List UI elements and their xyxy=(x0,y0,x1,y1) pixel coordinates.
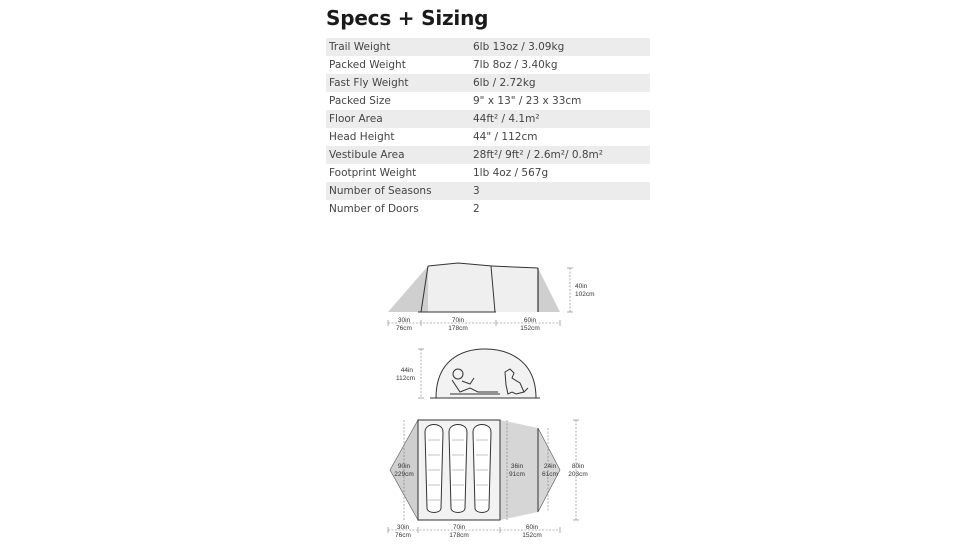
floor-left-cm: 229cm xyxy=(394,471,414,478)
spec-value: 3 xyxy=(470,182,650,200)
spec-label: Footprint Weight xyxy=(329,167,417,179)
floor-inner-in: 36in xyxy=(510,463,524,470)
floor-bottom-right-in: 60in xyxy=(525,524,539,531)
spec-label: Fast Fly Weight xyxy=(326,74,470,92)
spec-value: 44" / 112cm xyxy=(473,131,538,143)
floor-total-in: 80in xyxy=(571,463,585,470)
floor-total-cm: 203cm xyxy=(568,471,588,478)
spec-value: 6lb / 2.72kg xyxy=(470,74,650,92)
spec-label: Head Height xyxy=(329,131,395,143)
floor-plan-diagram xyxy=(388,420,588,539)
spec-value: 9" x 13" / 23 x 33cm xyxy=(473,95,582,107)
spec-label: Number of Doors xyxy=(329,203,419,215)
floor-vest-cm: 61cm xyxy=(542,471,558,478)
side-height-cm: 102cm xyxy=(575,291,595,298)
end-height-in: 44in xyxy=(400,367,413,374)
side-height-in: 40in xyxy=(575,283,588,290)
end-view-diagram xyxy=(396,349,540,398)
side-right-cm: 152cm xyxy=(520,325,540,332)
floor-vest-in: 24in xyxy=(543,463,557,470)
spec-value: 7lb 8oz / 3.40kg xyxy=(473,59,558,71)
side-view-diagram xyxy=(388,263,595,332)
side-left-cm: 76cm xyxy=(396,325,412,332)
spec-label: Vestibule Area xyxy=(326,146,470,164)
spec-value: 2 xyxy=(473,203,480,215)
floor-bottom-mid-in: 70in xyxy=(452,524,466,531)
spec-value: 44ft² / 4.1m² xyxy=(470,110,650,128)
floor-bottom-left-cm: 76cm xyxy=(395,532,411,539)
side-mid-in: 70in xyxy=(451,317,465,324)
page-title: Specs + Sizing xyxy=(326,6,489,30)
side-left-in: 30in xyxy=(397,317,411,324)
floor-bottom-mid-cm: 178cm xyxy=(449,532,469,539)
sleeping-bag-icon xyxy=(425,425,491,513)
floor-inner-cm: 91cm xyxy=(509,471,525,478)
spec-value: 28ft²/ 9ft² / 2.6m²/ 0.8m² xyxy=(470,146,650,164)
spec-value: 1lb 4oz / 567g xyxy=(473,167,549,179)
floor-bottom-right-cm: 152cm xyxy=(522,532,542,539)
floor-left-in: 90in xyxy=(397,463,411,470)
end-height-cm: 112cm xyxy=(395,375,415,382)
floor-bottom-left-in: 30in xyxy=(396,524,410,531)
spec-value: 6lb 13oz / 3.09kg xyxy=(470,38,650,56)
side-right-in: 60in xyxy=(523,317,537,324)
spec-label: Packed Weight xyxy=(329,59,406,71)
spec-label: Number of Seasons xyxy=(326,182,470,200)
spec-label: Trail Weight xyxy=(326,38,470,56)
side-mid-cm: 178cm xyxy=(448,325,468,332)
spec-label: Packed Size xyxy=(329,95,391,107)
spec-label: Floor Area xyxy=(326,110,470,128)
